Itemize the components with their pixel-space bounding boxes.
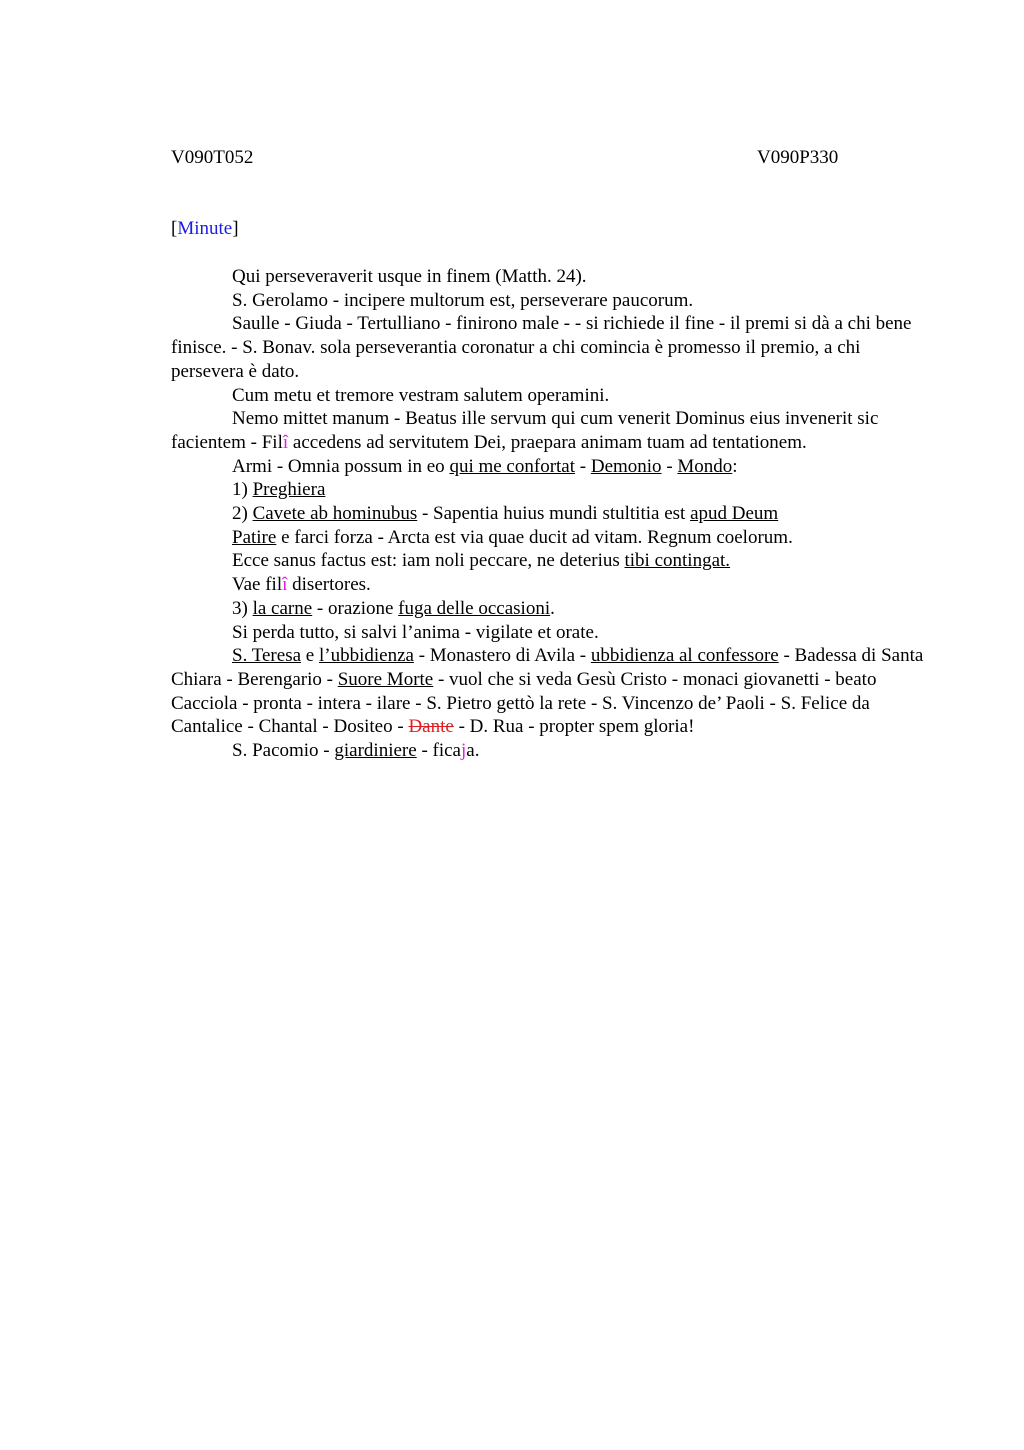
text-run: - vuol che si veda Gesù Cristo - monaci giovanetti - beato Cacciola - pronta - intera - ilare - S. Pietro gettò la rete - S. Vincenzo de’ Paoli - S. Felice da Cantalice - Chantal - Dositeo - bbox=[171, 668, 877, 738]
text-run: a. bbox=[466, 740, 480, 762]
text-run: S. Gerolamo - incipere multorum est, perseverare paucorum. bbox=[232, 289, 694, 311]
underlined-text: ubbidienza al confessore bbox=[590, 645, 779, 667]
underlined-text: fuga delle occasioni bbox=[398, 597, 551, 619]
editorial-mark: î bbox=[282, 574, 288, 596]
paragraph-12 bbox=[171, 597, 931, 621]
text-run: e bbox=[301, 645, 319, 667]
section-heading bbox=[171, 217, 239, 241]
underlined-text: Suore Morte bbox=[337, 668, 434, 690]
underlined-text: tibi contingat. bbox=[624, 550, 731, 572]
text-run: Vae fil bbox=[232, 574, 283, 596]
paragraph-1 bbox=[171, 265, 931, 289]
paragraph-9 bbox=[171, 526, 931, 550]
paragraph-5 bbox=[171, 407, 931, 454]
text-run: - bbox=[575, 455, 591, 477]
text-run: accedens ad servitutem Dei, praepara animam tuam ad tentationem. bbox=[288, 431, 807, 453]
text-run: Ecce sanus factus est: iam noli peccare, ne deterius bbox=[232, 550, 625, 572]
paragraph-8 bbox=[171, 502, 931, 526]
text-run: - Sapentia huius mundi stultitia est bbox=[417, 503, 691, 525]
text-run: - Badessa di Santa Chiara - Berengario - bbox=[171, 645, 924, 690]
text-run: Armi - Omnia possum in eo bbox=[232, 455, 450, 477]
document-code-left: V090T052 bbox=[171, 147, 254, 168]
underlined-text: Cavete ab hominubus bbox=[252, 503, 418, 525]
underlined-text: qui me confortat bbox=[449, 455, 576, 477]
underlined-text: giardiniere bbox=[334, 740, 417, 762]
text-run: Qui perseveraverit usque in finem (Matth. 24). bbox=[232, 266, 587, 287]
paragraph-2 bbox=[171, 289, 931, 313]
editorial-mark: j bbox=[461, 740, 467, 762]
text-run: : bbox=[732, 455, 738, 477]
text-run: Si perda tutto, si salvi l’anima - vigilate et orate. bbox=[232, 621, 599, 643]
paragraph-4 bbox=[171, 384, 931, 408]
underlined-text: apud Deum bbox=[690, 503, 779, 525]
text-run: . bbox=[550, 597, 555, 619]
section-close-bracket: ] bbox=[232, 218, 239, 239]
underlined-text: la carne bbox=[252, 597, 313, 619]
underlined-text: l’ubbidienza bbox=[318, 645, 414, 667]
section-label: Minute bbox=[177, 218, 233, 239]
underlined-text: Demonio bbox=[590, 455, 662, 477]
paragraph-11 bbox=[171, 573, 931, 597]
paragraph-13 bbox=[171, 621, 931, 645]
text-run: Cum metu et tremore vestram salutem operamini. bbox=[232, 384, 610, 406]
paragraph-3 bbox=[171, 312, 931, 383]
text-run: 2) bbox=[232, 503, 253, 525]
text-run: S. Pacomio - bbox=[232, 740, 335, 762]
underlined-text: Preghiera bbox=[252, 479, 326, 501]
text-run: Nemo mittet manum - Beatus ille servum qui cum venerit Dominus eius invenerit sic facientem - Fil bbox=[171, 408, 879, 453]
underlined-text: Mondo bbox=[677, 455, 733, 477]
text-run: Saulle - Giuda - Tertulliano - finirono male - - si richiede il fine - il premi si dà a chi bene finisce. - S. Bonav. sola perseverantia coronatur a chi comincia è promesso il premio, a chi persevera è dato. bbox=[171, 313, 912, 382]
paragraph-10 bbox=[171, 549, 931, 573]
text-run: - bbox=[661, 455, 678, 477]
text-run: 3) bbox=[232, 597, 253, 619]
text-run: 1) bbox=[232, 479, 253, 501]
paragraph-7 bbox=[171, 478, 931, 502]
text-run: e farci forza - Arcta est via quae ducit ad vitam. Regnum coelorum. bbox=[276, 526, 793, 548]
text-run: - D. Rua - propter spem gloria! bbox=[453, 716, 695, 738]
document-code-right: V090P330 bbox=[757, 147, 839, 168]
text-run: - Monastero di Avila - bbox=[413, 645, 591, 667]
underlined-text: S. Teresa bbox=[232, 645, 302, 667]
underlined-text: Patire bbox=[232, 526, 277, 548]
section-open-bracket: [ bbox=[171, 218, 178, 239]
deleted-text: Dante bbox=[408, 716, 454, 738]
text-run: - orazione bbox=[312, 597, 399, 619]
paragraph-15 bbox=[171, 739, 931, 763]
document-body bbox=[171, 265, 931, 763]
editorial-mark: î bbox=[282, 431, 289, 453]
paragraph-14 bbox=[171, 644, 931, 739]
paragraph-6 bbox=[171, 455, 931, 479]
text-run: disertores. bbox=[287, 574, 371, 596]
text-run: - fica bbox=[416, 740, 461, 762]
